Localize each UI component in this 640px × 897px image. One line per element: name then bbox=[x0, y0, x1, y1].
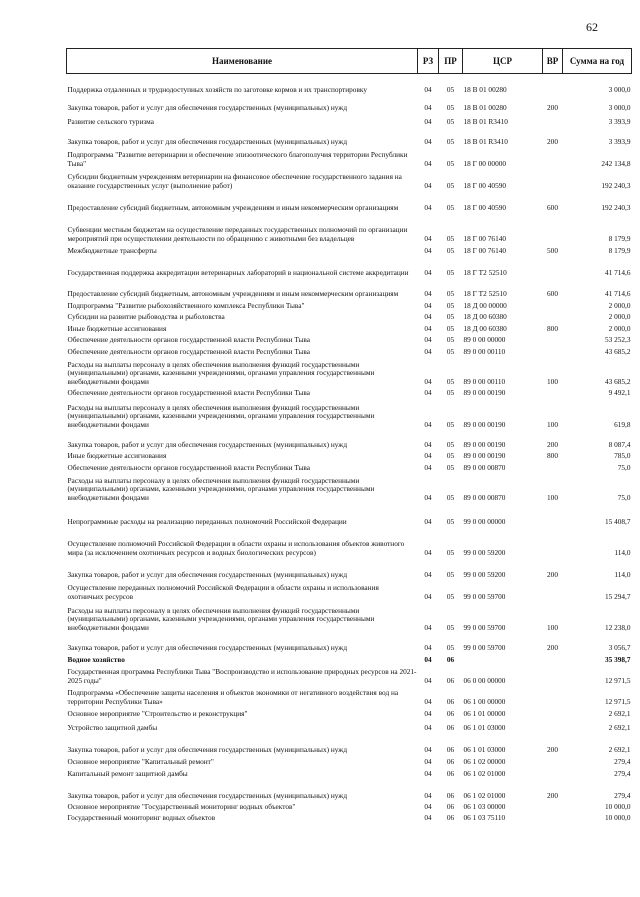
table-row bbox=[67, 74, 632, 96]
cell-sum: 8 087,4 bbox=[608, 439, 631, 449]
cell-sum: 279,4 bbox=[614, 756, 631, 766]
cell-rz: 04 bbox=[424, 387, 432, 397]
table-row bbox=[67, 214, 632, 245]
cell-name: Обеспечение деятельности органов государственной власти Республики Тыва bbox=[67, 334, 310, 344]
cell-vr: 200 bbox=[547, 102, 558, 112]
cell-vr bbox=[543, 300, 563, 312]
cell-csr: 89 0 00 00000 bbox=[463, 334, 506, 344]
cell-rz: 04 bbox=[424, 569, 432, 579]
table-row bbox=[67, 148, 632, 170]
cell-vr: 800 bbox=[547, 450, 558, 460]
cell-vr bbox=[543, 581, 563, 603]
cell-vr: 800 bbox=[547, 323, 558, 333]
table-row bbox=[67, 634, 632, 654]
table-row bbox=[67, 581, 632, 603]
cell-sum: 41 714,6 bbox=[604, 288, 631, 298]
cell-vr bbox=[543, 312, 563, 323]
cell-pr: 06 bbox=[446, 812, 455, 822]
cell-pr: 05 bbox=[446, 288, 455, 298]
cell-pr: 05 bbox=[446, 569, 455, 579]
cell-name: Расходы на выплаты персоналу в целях обеспечения выполнения функций государственными (муниципальными) органами, казенными учреждениями, органами управления государственными внебюджетными фондами bbox=[67, 359, 375, 386]
table-row bbox=[67, 756, 632, 768]
cell-name: Государственный мониторинг водных объектов bbox=[67, 812, 216, 822]
cell-pr: 05 bbox=[446, 439, 455, 449]
cell-name: Капитальный ремонт защитной дамбы bbox=[67, 768, 188, 778]
header-vr: ВР bbox=[543, 49, 563, 74]
cell-vr bbox=[543, 335, 563, 346]
cell-name: Закупка товаров, работ и услуг для обеспечения государственных (муниципальных) нужд bbox=[67, 790, 348, 800]
cell-csr: 99 0 00 59700 bbox=[463, 591, 506, 601]
table-row bbox=[67, 451, 632, 462]
cell-csr: 18 Д 00 00000 bbox=[463, 300, 507, 310]
header-name: Наименование bbox=[67, 49, 418, 74]
cell-sum: 279,4 bbox=[614, 790, 631, 800]
header-sum: Сумма на год bbox=[563, 49, 632, 74]
header-rz: РЗ bbox=[418, 49, 439, 74]
cell-name: Закупка товаров, работ и услуг для обеспечения государственных (муниципальных) нужд bbox=[67, 439, 348, 449]
cell-csr: 99 0 00 59200 bbox=[463, 569, 506, 579]
cell-name: Межбюджетные трансферты bbox=[67, 245, 157, 255]
table-row bbox=[67, 335, 632, 346]
table-row bbox=[67, 768, 632, 780]
cell-pr: 06 bbox=[446, 696, 455, 706]
cell-vr bbox=[543, 148, 563, 170]
table-row bbox=[67, 802, 632, 813]
cell-sum: 279,4 bbox=[614, 768, 631, 778]
cell-vr: 100 bbox=[547, 492, 558, 502]
cell-pr: 05 bbox=[446, 245, 455, 255]
cell-vr bbox=[543, 170, 563, 192]
cell-csr: 06 1 01 00000 bbox=[463, 708, 506, 718]
cell-rz: 04 bbox=[424, 158, 432, 168]
cell-rz: 04 bbox=[424, 102, 432, 112]
cell-vr bbox=[543, 813, 563, 824]
table-row bbox=[67, 96, 632, 114]
cell-sum: 75,0 bbox=[617, 462, 631, 472]
cell-pr: 05 bbox=[446, 376, 455, 386]
cell-name: Расходы на выплаты персоналу в целях обеспечения выполнения функций государственными (муниципальными) органами, казенными учреждениями, органами управления государственными внебюджетными фондами bbox=[67, 605, 375, 632]
cell-name: Обеспечение деятельности органов государственной власти Республики Тыва bbox=[67, 462, 310, 472]
cell-csr: 89 0 00 00190 bbox=[463, 387, 506, 397]
cell-sum: 12 238,0 bbox=[604, 622, 631, 632]
table-row bbox=[67, 170, 632, 192]
header-pr: ПР bbox=[439, 49, 463, 74]
cell-vr bbox=[543, 388, 563, 399]
cell-pr: 06 bbox=[446, 675, 455, 685]
cell-vr bbox=[543, 346, 563, 358]
cell-name: Закупка товаров, работ и услуг для обеспечения государственных (муниципальных) нужд bbox=[67, 569, 348, 579]
cell-rz: 04 bbox=[424, 202, 432, 212]
cell-name: Осуществление переданных полномочий Российской Федерации в области охраны и использования охотничьих ресурсов bbox=[67, 583, 379, 601]
table-row bbox=[67, 323, 632, 335]
cell-name: Осуществление полномочий Российской Федерации в области охраны и использования объектов животного мира (за исключением охотничьих ресурсов и водных биологических ресурсов) bbox=[67, 539, 405, 557]
cell-pr: 05 bbox=[446, 642, 455, 652]
cell-name: Устройство защитной дамбы bbox=[67, 722, 158, 732]
cell-vr: 200 bbox=[547, 569, 558, 579]
cell-sum: 114,0 bbox=[614, 547, 631, 557]
cell-rz: 04 bbox=[424, 492, 432, 502]
cell-name: Предоставление субсидий бюджетным, автономным учреждениям и иным некоммерческим организациям bbox=[67, 202, 399, 212]
cell-pr: 06 bbox=[446, 744, 455, 754]
cell-csr: 06 1 00 00000 bbox=[463, 696, 506, 706]
cell-rz: 04 bbox=[424, 116, 432, 126]
cell-csr: 89 0 00 00110 bbox=[463, 376, 506, 386]
cell-sum: 12 971,5 bbox=[604, 675, 631, 685]
cell-csr: 18 Г 00 76140 bbox=[463, 245, 507, 255]
table-row bbox=[67, 720, 632, 734]
cell-vr bbox=[543, 708, 563, 720]
cell-csr: 06 1 03 75110 bbox=[463, 812, 506, 822]
cell-sum: 2 692,1 bbox=[608, 708, 631, 718]
cell-sum: 3 393,9 bbox=[608, 136, 631, 146]
cell-pr: 05 bbox=[446, 462, 455, 472]
table-row bbox=[67, 128, 632, 148]
cell-name: Иные бюджетные ассигнования bbox=[67, 323, 167, 333]
table-row bbox=[67, 431, 632, 451]
cell-vr bbox=[543, 756, 563, 768]
table-row bbox=[67, 312, 632, 323]
cell-rz: 04 bbox=[424, 439, 432, 449]
cell-sum: 8 179,9 bbox=[608, 245, 631, 255]
cell-rz: 04 bbox=[424, 654, 432, 664]
cell-vr: 200 bbox=[547, 790, 558, 800]
cell-sum: 192 240,3 bbox=[601, 180, 631, 190]
table-row bbox=[67, 399, 632, 431]
cell-sum: 8 179,9 bbox=[608, 233, 631, 243]
cell-rz: 04 bbox=[424, 591, 432, 601]
cell-pr: 06 bbox=[446, 756, 455, 766]
cell-pr: 05 bbox=[446, 387, 455, 397]
cell-vr bbox=[543, 504, 563, 528]
cell-name: Непрограммные расходы на реализацию переданных полномочий Российской Федерации bbox=[67, 516, 347, 526]
cell-csr: 99 0 00 59700 bbox=[463, 642, 506, 652]
cell-rz: 04 bbox=[424, 311, 432, 321]
cell-sum: 2 000,0 bbox=[608, 311, 631, 321]
cell-pr: 05 bbox=[446, 334, 455, 344]
cell-name: Подпрограмма "Развитие ветеринарии и обеспечение эпизоотического благополучия территории Республики Тыва" bbox=[67, 150, 408, 168]
cell-pr: 05 bbox=[446, 116, 455, 126]
table-row bbox=[67, 734, 632, 756]
table-body bbox=[67, 74, 632, 824]
cell-name: Водное хозяйство bbox=[67, 654, 125, 664]
cell-rz: 04 bbox=[424, 547, 432, 557]
cell-sum: 75,0 bbox=[617, 492, 631, 502]
cell-sum: 53 252,3 bbox=[604, 334, 631, 344]
cell-name: Закупка товаров, работ и услуг для обеспечения государственных (муниципальных) нужд bbox=[67, 102, 348, 112]
cell-csr: 06 1 03 00000 bbox=[463, 801, 506, 811]
cell-pr: 05 bbox=[446, 323, 455, 333]
cell-rz: 04 bbox=[424, 708, 432, 718]
cell-vr: 600 bbox=[547, 202, 558, 212]
table-row bbox=[67, 603, 632, 634]
cell-csr: 18 Г 00 40590 bbox=[463, 202, 507, 212]
cell-rz: 04 bbox=[424, 622, 432, 632]
table-row bbox=[67, 813, 632, 824]
cell-pr: 05 bbox=[446, 136, 455, 146]
cell-sum: 619,8 bbox=[614, 419, 631, 429]
cell-pr: 05 bbox=[446, 300, 455, 310]
cell-csr: 06 1 01 03000 bbox=[463, 722, 506, 732]
cell-pr: 05 bbox=[446, 622, 455, 632]
budget-table bbox=[66, 48, 632, 824]
cell-vr bbox=[543, 666, 563, 687]
cell-name: Основное мероприятие "Капитальный ремонт" bbox=[67, 756, 214, 766]
cell-pr: 05 bbox=[446, 311, 455, 321]
table-row bbox=[67, 346, 632, 358]
cell-rz: 04 bbox=[424, 450, 432, 460]
cell-name: Закупка товаров, работ и услуг для обеспечения государственных (муниципальных) нужд bbox=[67, 642, 348, 652]
cell-rz: 04 bbox=[424, 675, 432, 685]
cell-sum: 3 000,0 bbox=[608, 84, 631, 94]
cell-csr: 99 0 00 59700 bbox=[463, 622, 506, 632]
cell-csr: 89 0 00 00870 bbox=[463, 492, 506, 502]
header-csr: ЦСР bbox=[463, 49, 543, 74]
cell-name: Расходы на выплаты персоналу в целях обеспечения выполнения функций государственными (муниципальными) органами, казенными учреждениями, органами управления государственными внебюджетными фондами bbox=[67, 402, 375, 429]
table-row bbox=[67, 654, 632, 666]
cell-vr: 200 bbox=[547, 642, 558, 652]
cell-rz: 04 bbox=[424, 419, 432, 429]
cell-pr: 05 bbox=[446, 158, 455, 168]
cell-rz: 04 bbox=[424, 267, 432, 277]
table-row bbox=[67, 192, 632, 214]
cell-sum: 2 000,0 bbox=[608, 323, 631, 333]
cell-sum: 3 393,9 bbox=[608, 116, 631, 126]
table-row bbox=[67, 462, 632, 474]
cell-rz: 04 bbox=[424, 180, 432, 190]
cell-csr: 89 0 00 00190 bbox=[463, 439, 506, 449]
cell-pr: 05 bbox=[446, 516, 455, 526]
table-row bbox=[67, 257, 632, 279]
cell-pr: 05 bbox=[446, 84, 455, 94]
cell-pr: 06 bbox=[446, 801, 455, 811]
cell-vr bbox=[543, 257, 563, 279]
cell-csr: 89 0 00 00190 bbox=[463, 450, 506, 460]
cell-rz: 04 bbox=[424, 136, 432, 146]
cell-csr: 06 1 02 01000 bbox=[463, 768, 506, 778]
cell-vr bbox=[543, 654, 563, 666]
page-number: 62 bbox=[586, 20, 598, 34]
cell-csr: 18 Г Т2 52510 bbox=[463, 267, 507, 277]
cell-csr: 89 0 00 00190 bbox=[463, 419, 506, 429]
cell-name: Субсидии бюджетным учреждениям ветеринарии на финансовое обеспечение государственного задания на оказание государственных услуг (выполнение работ) bbox=[67, 172, 402, 190]
cell-csr: 18 Г 00 40590 bbox=[463, 180, 507, 190]
cell-sum: 242 134,8 bbox=[601, 158, 631, 168]
cell-sum: 3 000,0 bbox=[608, 102, 631, 112]
cell-rz: 04 bbox=[424, 812, 432, 822]
cell-sum: 785,0 bbox=[614, 450, 631, 460]
cell-sum: 3 056,7 bbox=[608, 642, 631, 652]
cell-pr: 05 bbox=[446, 591, 455, 601]
cell-vr: 200 bbox=[547, 439, 558, 449]
cell-rz: 04 bbox=[424, 288, 432, 298]
cell-csr: 18 Г 00 00000 bbox=[463, 158, 507, 168]
table-row bbox=[67, 300, 632, 312]
table-row bbox=[67, 279, 632, 300]
cell-rz: 04 bbox=[424, 768, 432, 778]
cell-sum: 2 692,1 bbox=[608, 722, 631, 732]
cell-pr: 05 bbox=[446, 267, 455, 277]
cell-csr: 18 Д 00 60380 bbox=[463, 311, 507, 321]
table-row bbox=[67, 504, 632, 528]
cell-vr bbox=[543, 687, 563, 708]
table-row bbox=[67, 245, 632, 257]
cell-sum: 43 685,2 bbox=[604, 346, 631, 356]
cell-csr bbox=[463, 654, 543, 666]
cell-pr: 05 bbox=[446, 492, 455, 502]
cell-rz: 04 bbox=[424, 84, 432, 94]
cell-rz: 04 bbox=[424, 722, 432, 732]
table-row bbox=[67, 708, 632, 720]
cell-vr: 500 bbox=[547, 245, 558, 255]
cell-name: Основное мероприятие "Строительство и реконструкция" bbox=[67, 708, 248, 718]
cell-rz: 04 bbox=[424, 790, 432, 800]
cell-name: Государственная поддержка аккредитации ветеринарных лабораторий в национальной системе аккредитации bbox=[67, 267, 409, 277]
cell-vr bbox=[543, 462, 563, 474]
cell-vr bbox=[543, 768, 563, 780]
cell-vr bbox=[543, 74, 563, 96]
table-row bbox=[67, 687, 632, 708]
cell-pr: 06 bbox=[446, 722, 455, 732]
cell-sum: 41 714,6 bbox=[604, 267, 631, 277]
cell-sum: 2 000,0 bbox=[608, 300, 631, 310]
cell-csr: 06 0 00 00000 bbox=[463, 675, 506, 685]
cell-rz: 04 bbox=[424, 233, 432, 243]
cell-vr bbox=[543, 214, 563, 245]
cell-rz: 04 bbox=[424, 516, 432, 526]
cell-rz: 04 bbox=[424, 642, 432, 652]
cell-rz: 04 bbox=[424, 756, 432, 766]
cell-pr: 05 bbox=[446, 180, 455, 190]
cell-csr: 89 0 00 00110 bbox=[463, 346, 506, 356]
table-row bbox=[67, 388, 632, 399]
cell-pr: 05 bbox=[446, 233, 455, 243]
cell-name: Субвенции местным бюджетам на осуществление переданных государственных полномочий по организации мероприятий при осуществлении деятельности по обращению с животными без владельцев bbox=[67, 225, 408, 243]
cell-rz: 04 bbox=[424, 245, 432, 255]
cell-name: Закупка товаров, работ и услуг для обеспечения государственных (муниципальных) нужд bbox=[67, 136, 348, 146]
cell-vr: 200 bbox=[547, 136, 558, 146]
table-row bbox=[67, 666, 632, 687]
cell-name: Развитие сельского туризма bbox=[67, 116, 154, 126]
cell-rz: 04 bbox=[424, 462, 432, 472]
cell-csr: 06 1 01 03000 bbox=[463, 744, 506, 754]
cell-vr: 600 bbox=[547, 288, 558, 298]
cell-vr bbox=[543, 528, 563, 559]
cell-csr: 06 1 02 00000 bbox=[463, 756, 506, 766]
cell-name: Обеспечение деятельности органов государственной власти Республики Тыва bbox=[67, 346, 310, 356]
cell-name: Иные бюджетные ассигнования bbox=[67, 450, 167, 460]
cell-name: Предоставление субсидий бюджетным, автономным учреждениям и иным некоммерческим организациям bbox=[67, 288, 399, 298]
cell-sum: 114,0 bbox=[614, 569, 631, 579]
cell-vr: 100 bbox=[547, 622, 558, 632]
cell-name: Подпрограмма "Развитие рыбохозяйственного комплекса Республики Тыва" bbox=[67, 300, 305, 310]
cell-sum: 9 492,1 bbox=[608, 387, 631, 397]
table-row bbox=[67, 474, 632, 504]
cell-rz: 04 bbox=[424, 744, 432, 754]
cell-pr: 05 bbox=[446, 450, 455, 460]
cell-name: Государственная программа Республики Тыва "Воспроизводство и использование природных ресурсов на 2021-2025 годы" bbox=[67, 667, 417, 685]
cell-pr: 06 bbox=[446, 790, 455, 800]
cell-csr: 99 0 00 59200 bbox=[463, 547, 506, 557]
cell-sum: 10 000,0 bbox=[604, 801, 631, 811]
cell-csr: 18 В 01 R3410 bbox=[463, 116, 508, 126]
cell-vr: 100 bbox=[547, 376, 558, 386]
table-row bbox=[67, 559, 632, 581]
cell-rz: 04 bbox=[424, 801, 432, 811]
table-row bbox=[67, 358, 632, 388]
table-header bbox=[67, 49, 632, 74]
cell-pr: 05 bbox=[446, 346, 455, 356]
table-row bbox=[67, 528, 632, 559]
table-row bbox=[67, 780, 632, 802]
cell-vr: 200 bbox=[547, 744, 558, 754]
cell-rz: 04 bbox=[424, 334, 432, 344]
cell-rz: 04 bbox=[424, 346, 432, 356]
cell-rz: 04 bbox=[424, 696, 432, 706]
cell-name: Поддержка отдаленных и труднодоступных хозяйств по заготовке кормов и их транспортировку bbox=[67, 84, 367, 94]
cell-sum: 10 000,0 bbox=[604, 812, 631, 822]
cell-sum: 15 294,7 bbox=[604, 591, 631, 601]
cell-sum: 15 408,7 bbox=[604, 516, 631, 526]
cell-pr: 05 bbox=[446, 202, 455, 212]
cell-csr: 06 1 02 01000 bbox=[463, 790, 506, 800]
cell-vr bbox=[543, 720, 563, 734]
cell-sum: 192 240,3 bbox=[601, 202, 631, 212]
cell-rz: 04 bbox=[424, 300, 432, 310]
cell-csr: 18 Г Т2 52510 bbox=[463, 288, 507, 298]
cell-pr: 05 bbox=[446, 547, 455, 557]
cell-csr: 18 Г 00 76140 bbox=[463, 233, 507, 243]
cell-name: Субсидии на развитие рыбоводства и рыболовства bbox=[67, 311, 225, 321]
cell-pr: 06 bbox=[446, 654, 455, 664]
cell-sum: 43 685,2 bbox=[604, 376, 631, 386]
cell-rz: 04 bbox=[424, 323, 432, 333]
cell-name: Подпрограмма «Обеспечение защиты населения и объектов экономики от негативного воздействия вод на территории Республики Тыва» bbox=[67, 688, 399, 706]
cell-pr: 06 bbox=[446, 708, 455, 718]
cell-csr: 18 В 01 R3410 bbox=[463, 136, 508, 146]
cell-name: Расходы на выплаты персоналу в целях обеспечения выполнения функций государственными (муниципальными) органами, казенными учреждениями, органами управления государственными внебюджетными фондами bbox=[67, 475, 375, 502]
cell-pr: 05 bbox=[446, 102, 455, 112]
cell-name: Основное мероприятие "Государственный мониторинг водных объектов" bbox=[67, 801, 296, 811]
cell-sum: 12 971,5 bbox=[604, 696, 631, 706]
cell-csr: 18 В 01 00280 bbox=[463, 102, 507, 112]
cell-csr: 18 В 01 00280 bbox=[463, 84, 507, 94]
cell-csr: 89 0 00 00870 bbox=[463, 462, 506, 472]
cell-vr bbox=[543, 802, 563, 813]
cell-vr: 100 bbox=[547, 419, 558, 429]
cell-vr bbox=[543, 114, 563, 128]
cell-pr: 05 bbox=[446, 419, 455, 429]
cell-sum: 35 398,7 bbox=[604, 654, 631, 664]
table-row bbox=[67, 114, 632, 128]
cell-csr: 18 Д 00 60380 bbox=[463, 323, 507, 333]
cell-rz: 04 bbox=[424, 376, 432, 386]
cell-pr: 06 bbox=[446, 768, 455, 778]
cell-name: Закупка товаров, работ и услуг для обеспечения государственных (муниципальных) нужд bbox=[67, 744, 348, 754]
cell-name: Обеспечение деятельности органов государственной власти Республики Тыва bbox=[67, 387, 310, 397]
cell-sum: 2 692,1 bbox=[608, 744, 631, 754]
cell-csr: 99 0 00 00000 bbox=[463, 516, 506, 526]
